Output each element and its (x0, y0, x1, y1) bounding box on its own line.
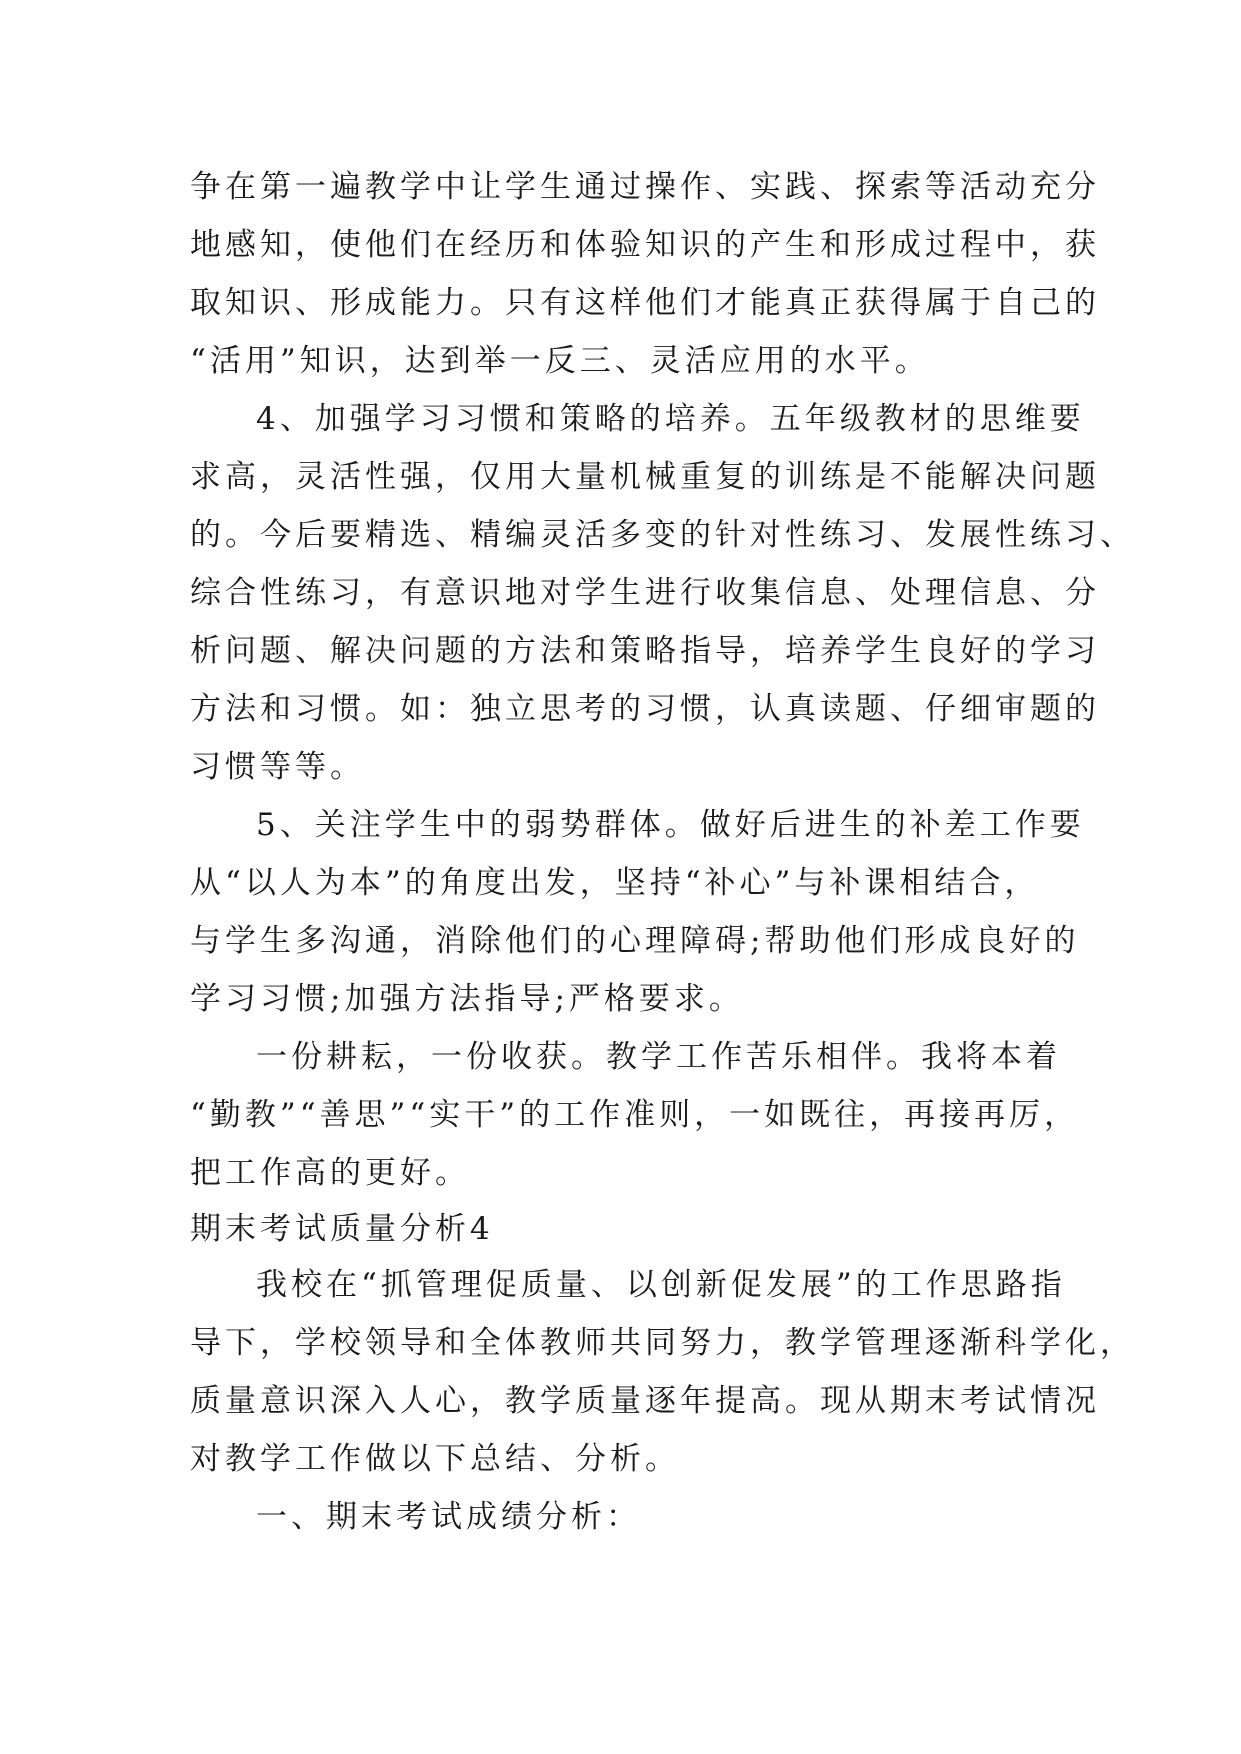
text-line: 综合性练习，有意识地对学生进行收集信息、处理信息、分 (190, 575, 1100, 611)
text-line: 我校在“抓管理促质量、以创新促发展”的工作思路指 (256, 1267, 1066, 1303)
paragraph-5 (190, 1256, 1135, 1488)
text-line: “活用”知识，达到举一反三、灵活应用的水平。 (190, 343, 930, 379)
text-line: 求高，灵活性强，仅用大量机械重复的训练是不能解决问题 (190, 459, 1100, 495)
text-line: 质量意识深入人心，教学质量逐年提高。现从期末考试情况 (190, 1383, 1100, 1419)
text-line: 学习习惯;加强方法指导;严格要求。 (190, 981, 744, 1017)
text-line: 导下，学校领导和全体教师共同努力，教学管理逐渐科学化， (190, 1325, 1135, 1361)
text-line: 一、期末考试成绩分析： (256, 1499, 641, 1535)
text-line: 一份耕耘，一份收获。教学工作苦乐相伴。我将本着 (256, 1039, 1061, 1075)
paragraph-2 (190, 390, 1135, 796)
text-line: 的。今后要精选、精编灵活多变的针对性练习、发展性练习、 (190, 517, 1135, 553)
text-line: 从“以人为本”的角度出发，坚持“补心”与补课相结合， (190, 865, 1040, 901)
text-line: 取知识、形成能力。只有这样他们才能真正获得属于自己的 (190, 285, 1100, 321)
paragraph-3 (190, 796, 1085, 1028)
text-line: 析问题、解决问题的方法和策略指导，培养学生良好的学习 (190, 633, 1100, 669)
text-line: 5、关注学生中的弱势群体。做好后进生的补差工作要 (256, 807, 1085, 843)
text-line: 地感知，使他们在经历和体验知识的产生和形成过程中，获 (190, 227, 1100, 263)
text-line: “勤教”“善思”“实干”的工作准则，一如既往，再接再厉， (190, 1097, 1080, 1133)
document-body (190, 158, 1135, 1546)
text-line: 争在第一遍教学中让学生通过操作、实践、探索等活动充分 (190, 169, 1100, 205)
text-line: 与学生多沟通，消除他们的心理障碍;帮助他们形成良好的 (190, 923, 1080, 959)
text-line: 习惯等等。 (190, 749, 365, 785)
text-line: 对教学工作做以下总结、分析。 (190, 1441, 680, 1477)
paragraph-4 (190, 1028, 1080, 1202)
text-line: 4、加强学习习惯和策略的培养。五年级教材的思维要 (256, 401, 1085, 437)
paragraph-6 (190, 1488, 1070, 1546)
text-line: 方法和习惯。如：独立思考的习惯，认真读题、仔细审题的 (190, 691, 1100, 727)
text-line: 把工作高的更好。 (190, 1155, 470, 1191)
section-title: 期末考试质量分析4 (190, 1211, 494, 1247)
paragraph-1 (190, 158, 1100, 390)
